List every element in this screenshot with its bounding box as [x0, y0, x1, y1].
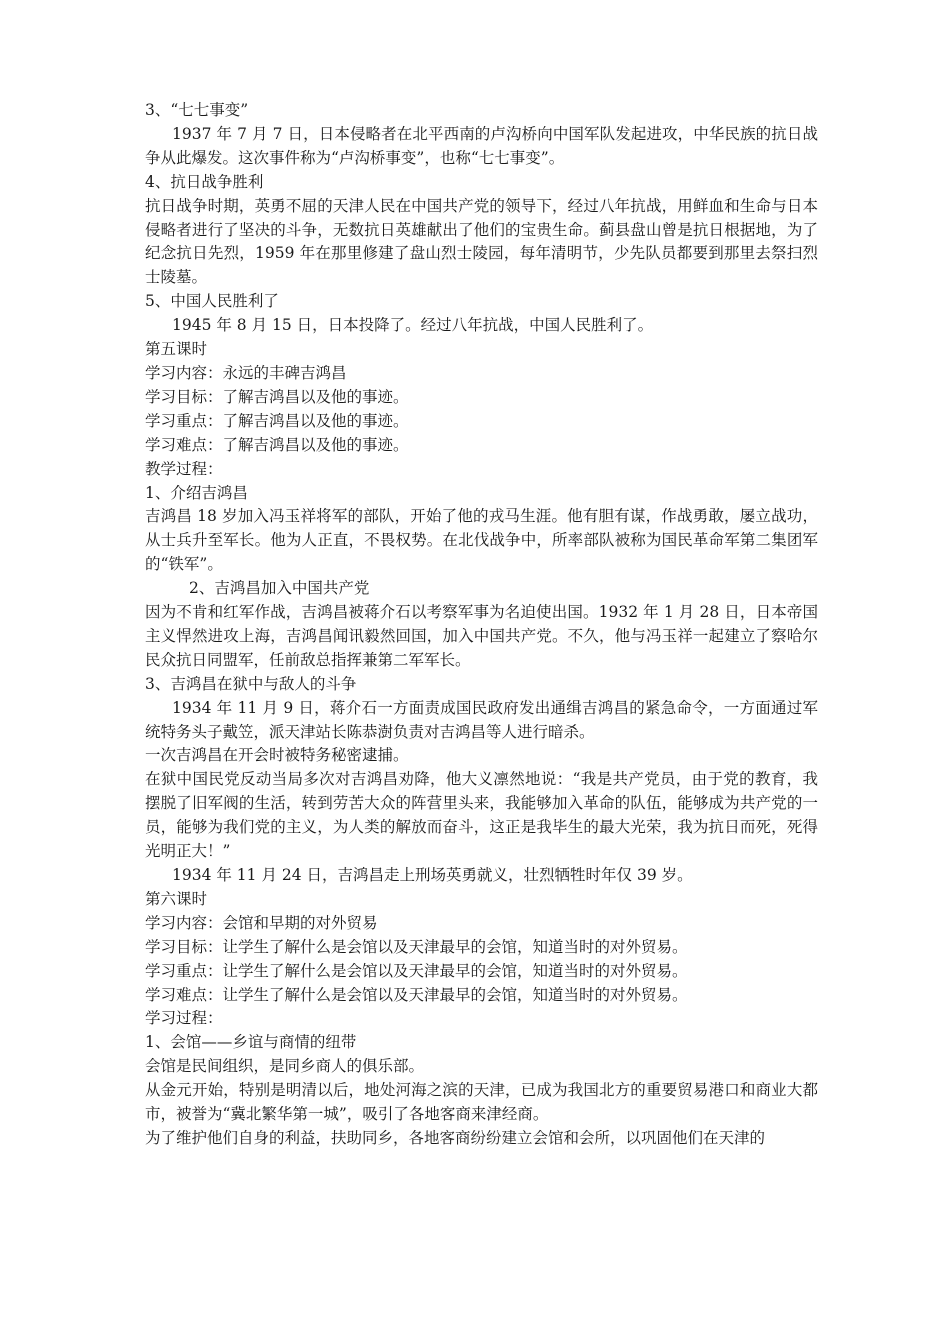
section-heading-victory: 4、抗日战争胜利 — [145, 172, 264, 191]
paragraph-arrest: 一次吉鸿昌在开会时被特务秘密逮捕。 — [145, 746, 409, 765]
section-heading-guild: 1、会馆——乡谊与商情的纽带 — [145, 1033, 357, 1052]
section-heading-people-win: 5、中国人民胜利了 — [145, 292, 279, 311]
lesson-five-difficulty: 学习难点：了解吉鸿昌以及他的事迹。 — [145, 435, 409, 454]
lesson-six-focus: 学习重点：让学生了解什么是会馆以及天津最早的会馆，知道当时的对外贸易。 — [145, 961, 688, 980]
section-heading-qiqi: 3、“七七事变” — [145, 101, 249, 119]
paragraph-ji-1932: 因为不肯和红军作战，吉鸿昌被蒋介石以考察军事为名迫使出国。1932 年 1 月 28 日，日本帝国主义悍然进攻上海，吉鸿昌闻讯毅然回国，加入中国共产党。不久，他与冯玉祥一起建立了察哈尔民众抗日同盟军，任前敌总指挥兼第二军军长。 — [145, 603, 818, 669]
paragraph-ji-quote: 在狱中国民党反动当局多次对吉鸿昌劝降，他大义凛然地说：“我是共产党员，由于党的教育，我摆脱了旧军阀的生活，转到劳苦大众的阵营里头来，我能够加入革命的队伍，能够成为共产党的一员，能够为我们党的主义，为人类的解放而奋斗，这正是我毕生的最大光荣，我为抗日而死，死得光明正大！” — [145, 770, 818, 861]
section-heading-intro-ji: 1、介绍吉鸿昌 — [145, 483, 248, 502]
paragraph-guild-definition: 会馆是民间组织，是同乡商人的俱乐部。 — [145, 1057, 425, 1076]
paragraph-ji-career: 吉鸿昌 18 岁加入冯玉祥将军的部队，开始了他的戎马生涯。他有胆有谋，作战勇敢，屡立战功，从士兵升至军长。他为人正直，不畏权势。在北伐战争中，所率部队被称为国民革命军第二集团军的“铁军”。 — [145, 507, 818, 574]
lesson-five-process: 教学过程： — [145, 459, 223, 478]
paragraph-guild-purpose: 为了维护他们自身的利益，扶助同乡，各地客商纷纷建立会馆和会所，以巩固他们在天津的 — [145, 1128, 766, 1147]
paragraph-tianjin-trade: 从金元开始，特别是明清以后，地处河海之滨的天津，已成为我国北方的重要贸易港口和商业大都市，被誉为“冀北繁华第一城”，吸引了各地客商来津经商。 — [145, 1081, 818, 1124]
lesson-six-heading: 第六课时 — [145, 889, 208, 908]
section-heading-ji-joins-party: 2、吉鸿昌加入中国共产党 — [189, 579, 370, 598]
paragraph-1937: 1937 年 7 月 7 日，日本侵略者在北平西南的卢沟桥向中国军队发起进攻，中华民族的抗日战争从此爆发。这次事件称为“卢沟桥事变”，也称“七七事变”。 — [145, 124, 818, 167]
lesson-six-process: 学习过程： — [145, 1009, 223, 1028]
document-page — [145, 99, 818, 1151]
paragraph-1934-nov-9: 1934 年 11 月 9 日，蒋介石一方面责成国民政府发出通缉吉鸿昌的紧急命令，一方面通过军统特务头子戴笠，派天津站长陈恭澍负责对吉鸿昌等人进行暗杀。 — [145, 698, 818, 741]
section-heading-ji-prison: 3、吉鸿昌在狱中与敌人的斗争 — [145, 674, 357, 693]
lesson-five-heading: 第五课时 — [145, 340, 208, 359]
paragraph-1945: 1945 年 8 月 15 日，日本投降了。经过八年抗战，中国人民胜利了。 — [172, 316, 654, 335]
lesson-six-goal: 学习目标：让学生了解什么是会馆以及天津最早的会馆，知道当时的对外贸易。 — [145, 937, 688, 956]
lesson-five-focus: 学习重点：了解吉鸿昌以及他的事迹。 — [145, 411, 409, 430]
paragraph-1934-nov-24: 1934 年 11 月 24 日，吉鸿昌走上刑场英勇就义，壮烈牺牲时年仅 39 岁。 — [172, 866, 693, 884]
lesson-five-goal: 学习目标：了解吉鸿昌以及他的事迹。 — [145, 387, 409, 406]
lesson-six-content: 学习内容：会馆和早期的对外贸易 — [145, 913, 378, 932]
lesson-six-difficulty: 学习难点：让学生了解什么是会馆以及天津最早的会馆，知道当时的对外贸易。 — [145, 985, 688, 1004]
lesson-five-content: 学习内容：永远的丰碑吉鸿昌 — [145, 363, 347, 382]
paragraph-tianjin-resistance: 抗日战争时期，英勇不屈的天津人民在中国共产党的领导下，经过八年抗战，用鲜血和生命与日本侵略者进行了坚决的斗争，无数抗日英雄献出了他们的宝贵生命。蓟县盘山曾是抗日根据地，为了纪念抗日先烈，1959 年在那里修建了盘山烈士陵园，每年清明节，少先队员都要到那里去祭扫烈士陵墓。 — [145, 196, 818, 287]
